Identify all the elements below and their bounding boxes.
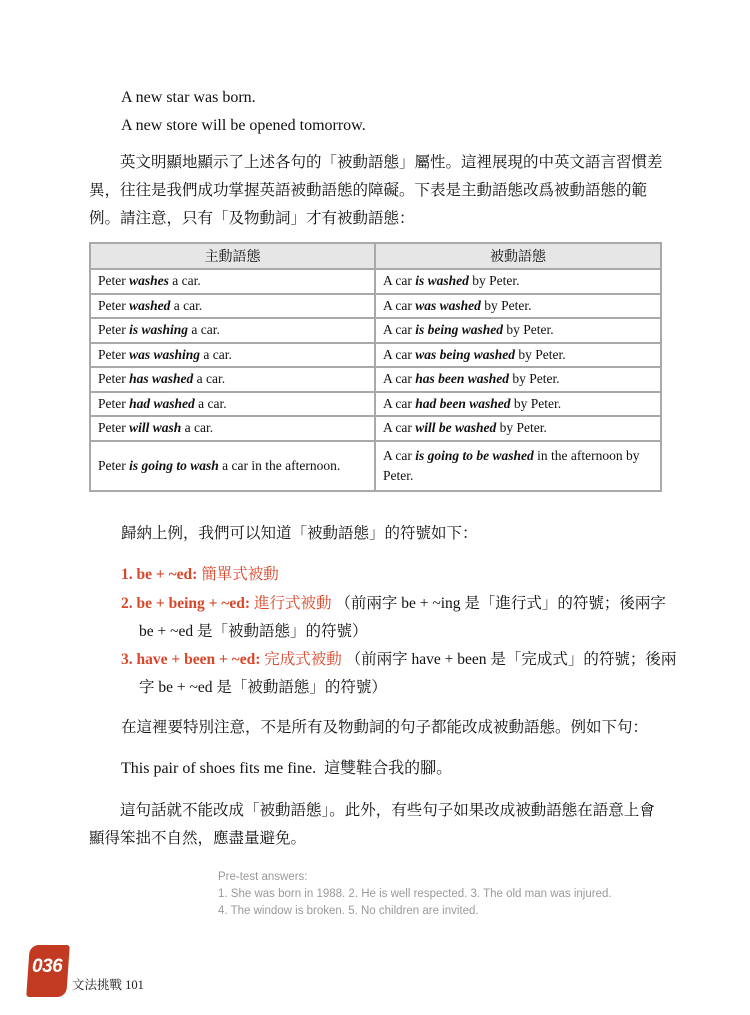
passive-cell: A car is washed by Peter. <box>375 269 661 294</box>
table-row <box>90 416 661 441</box>
rule-formula: 2. be + being + ~ed: <box>121 595 251 612</box>
active-cell: Peter had washed a car. <box>90 392 375 417</box>
active-cell: Peter was washing a car. <box>90 343 375 368</box>
passive-cell: A car was washed by Peter. <box>375 294 661 319</box>
table-row <box>90 294 661 319</box>
intro-line-1: A new star was born. <box>121 89 256 106</box>
summary-intro: 歸納上例，我們可以知道「被動語態」的符號如下： <box>121 525 478 542</box>
table-row <box>90 392 661 417</box>
rule-3 <box>121 646 681 702</box>
active-cell: Peter is going to wash a car in the afternoon. <box>90 441 375 491</box>
pretest-answers <box>218 869 612 920</box>
rule-note: （前兩字 be + ~ing 是「進行式」的符號；後兩字 be + ~ed 是「被動語態」的符號） <box>139 595 666 640</box>
book-title: 文法挑戰 101 <box>72 978 144 992</box>
passive-cell: A car had been washed by Peter. <box>375 392 661 417</box>
table-row <box>90 441 661 491</box>
active-voice-header: 主動語態 <box>90 243 375 269</box>
answers-line-2: 4. The window is broken. 5. No children are invited. <box>218 905 479 917</box>
table-row <box>90 343 661 368</box>
paragraph-conclusion: 這句話就不能改成「被動語態」。此外，有些句子如果改成被動語態在語意上會顯得笨拙不自然，應盡量避免。 <box>89 802 655 847</box>
table-row <box>90 367 661 392</box>
rule-tag: 完成式被動 <box>264 651 342 668</box>
note-line: 在這裡要特別注意，不是所有及物動詞的句子都能改成被動語態。例如下句： <box>121 719 649 736</box>
active-cell: Peter is washing a car. <box>90 318 375 343</box>
active-cell: Peter will wash a car. <box>90 416 375 441</box>
intro-line-2: A new store will be opened tomorrow. <box>121 117 366 134</box>
passive-cell: A car is being washed by Peter. <box>375 318 661 343</box>
rule-formula: 3. have + been + ~ed: <box>121 651 261 668</box>
passive-cell: A car was being washed by Peter. <box>375 343 661 368</box>
passive-cell: A car has been washed by Peter. <box>375 367 661 392</box>
paragraph-intro: 英文明顯地顯示了上述各句的「被動語態」屬性。這裡展現的中英文語言習慣差異，往往是我們成功掌握英語被動語態的障礙。下表是主動語態改爲被動語態的範例。請注意，只有「及物動詞」才有被動語態： <box>89 154 663 227</box>
active-cell: Peter washes a car. <box>90 269 375 294</box>
rule-tag: 進行式被動 <box>253 595 332 612</box>
passive-cell: A car will be washed by Peter. <box>375 416 661 441</box>
example-sentence <box>121 757 452 781</box>
voice-comparison-table <box>89 242 662 492</box>
rule-tag: 簡單式被動 <box>201 566 279 583</box>
rule-1 <box>121 561 661 589</box>
example-chinese: 這雙鞋合我的腳。 <box>324 760 453 777</box>
rule-2 <box>121 590 681 646</box>
example-english: This pair of shoes fits me fine. <box>121 760 317 777</box>
rule-note: （前兩字 have + been 是「完成式」的符號；後兩字 be + ~ed 是「被動語態」的符號） <box>139 651 677 696</box>
answers-line-1: 1. She was born in 1988. 2. He is well respected. 3. The old man was injured. <box>218 888 612 900</box>
table-row <box>90 269 661 294</box>
passive-voice-header: 被動語態 <box>375 243 661 269</box>
rule-formula: 1. be + ~ed: <box>121 566 198 583</box>
active-cell: Peter has washed a car. <box>90 367 375 392</box>
table-row <box>90 318 661 343</box>
page-number: 036 <box>32 956 63 977</box>
active-cell: Peter washed a car. <box>90 294 375 319</box>
passive-cell: A car is going to be washed in the afternoon by Peter. <box>375 441 661 491</box>
answers-title: Pre-test answers: <box>218 871 308 883</box>
